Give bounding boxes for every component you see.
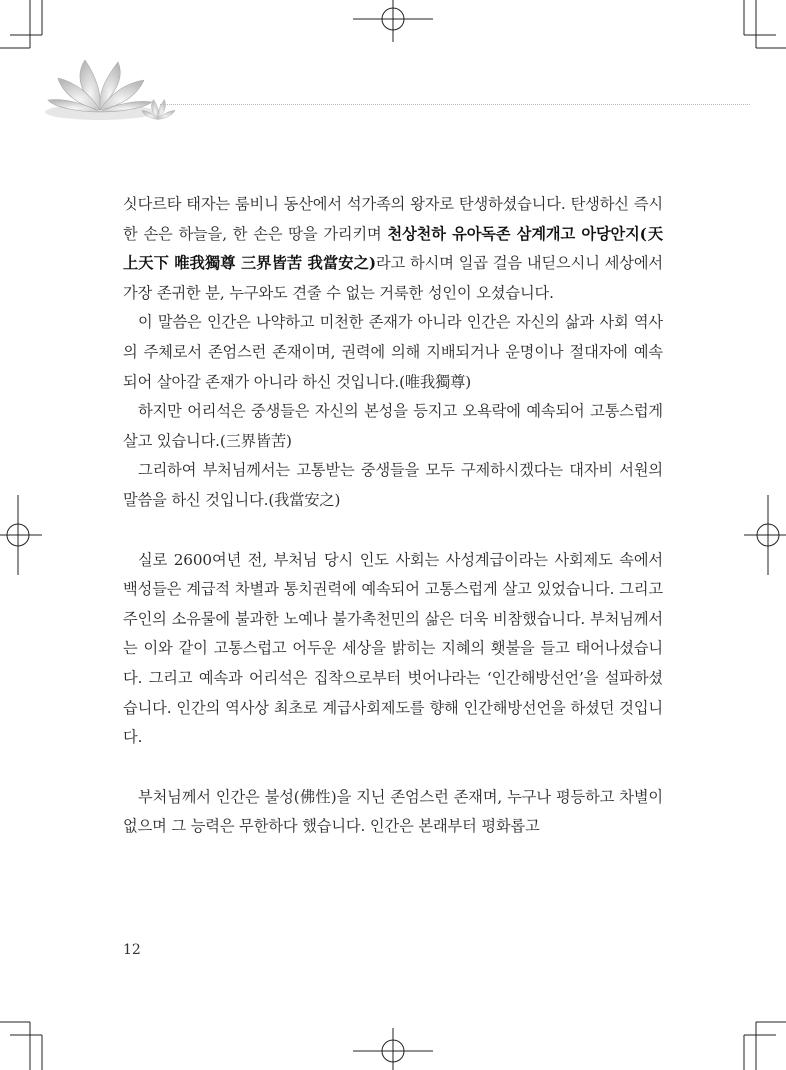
registration-crosshair-icon — [744, 495, 786, 575]
paragraph-4: 그리하여 부처님께서는 고통받는 중생들을 모두 구제하시겠다는 대자비 서원의 말씀을 하신 것입니다.(我當安之) — [123, 461, 663, 509]
emphasis-phrase: 천상천하 유아독존 삼계개고 아당안지(天上天下 唯我獨尊 三界皆苦 我當安之) — [123, 224, 664, 273]
paragraph-6: 부처님께서 인간은 불성(佛性)을 지닌 존엄스런 존재며, 누구나 평등하고 차별이 없으며 그 능력은 무한하다 했습니다. 인간은 본래부터 평화롭고 — [123, 787, 663, 836]
paragraph-gap — [123, 753, 663, 783]
paragraph-5: 실로 2600여년 전, 부처님 당시 인도 사회는 사성계급이라는 사회제도 속에서 백성들은 계급적 차별과 통치권력에 예속되어 고통스럽게 살고 있었습니다. 그리고 주인의 소유물에 불과한 노예나 불가촉천민의 삶은 더욱 비참했습니다. 부처님께서는 이와 같이 고통스럽고 어두운 세상을 밝히는 지혜의 횃불을 들고 태어나셨습니다. 그리고 예속과 어리석은 집착으로부터 벗어나라는 ‘인간해방선언’을 설파하셨습니다. 인간의 역사상 최초로 계급사회제도를 향해 인간해방선언을 하셨던 것입니다. — [123, 550, 663, 747]
paragraph-1: 싯다르타 태자는 룸비니 동산에서 석가족의 왕자로 탄생하셨습니다. 탄생하신 즉시 한 손은 하늘을, 한 손은 땅을 가리키며 천상천하 유아독존 삼계개고 아당안지(天上天下 唯我獨尊 三界皆苦 我當安之)라고 하시며 일곱 걸음 내딛으시니 세상에서 가장 존귀한 분, 누구와도 견줄 수 없는 거룩한 성인이 오셨습니다. — [123, 195, 664, 302]
registration-crosshair-icon — [353, 1028, 433, 1070]
crop-corner-mark-icon — [0, 1022, 42, 1070]
body-text — [123, 190, 663, 842]
header-dotted-rule — [160, 104, 750, 105]
crop-corner-mark-icon — [744, 1022, 786, 1070]
paragraph-2: 이 말씀은 인간은 나약하고 미천한 존재가 아니라 인간은 자신의 삶과 사회 역사의 주체로서 존엄스런 존재이며, 권력에 의해 지배되거나 운명이나 절대자에 예속되어 살아갈 존재가 아니라 하신 것입니다.(唯我獨尊) — [123, 313, 663, 391]
crop-corner-mark-icon — [744, 0, 786, 48]
page-number: 12 — [123, 942, 141, 958]
lotus-flower-icon — [40, 50, 190, 130]
registration-crosshair-icon — [0, 495, 42, 575]
crop-corner-mark-icon — [0, 0, 42, 48]
registration-crosshair-icon — [353, 0, 433, 42]
paragraph-3: 하지만 어리석은 중생들은 자신의 본성을 등지고 오욕락에 예속되어 고통스럽게 살고 있습니다.(三界皆苦) — [123, 402, 663, 450]
paragraph-gap — [123, 516, 663, 546]
